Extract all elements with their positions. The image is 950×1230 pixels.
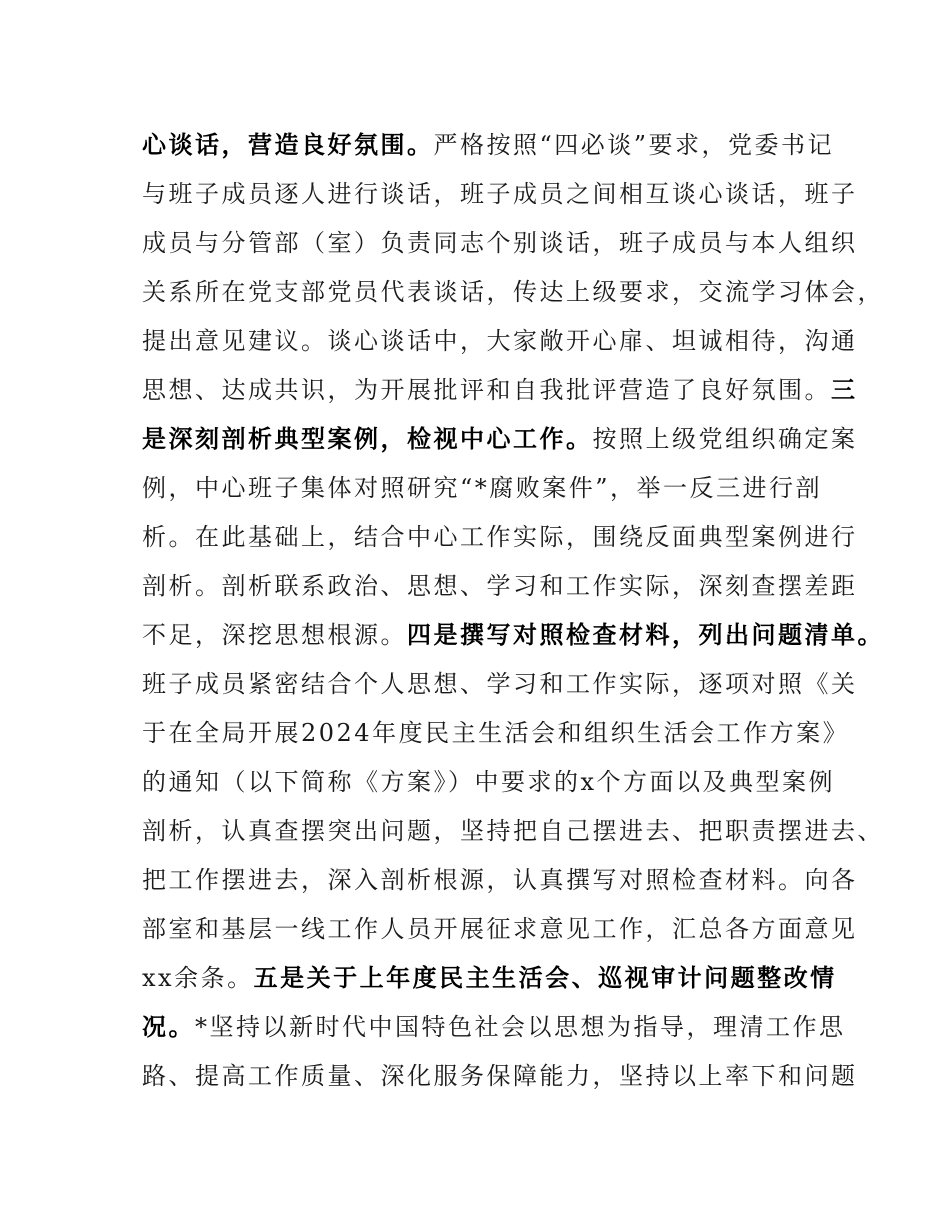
text-line [142, 713, 850, 762]
text-run: 不足，深挖思想根源。 [142, 621, 407, 649]
text-run: 部室和基层一线工作人员开展征求意见工作，汇总各方面意见 [142, 915, 858, 943]
text-line [142, 615, 884, 664]
text-run: 思想、达成共识，为开展批评和自我批评营造了良好氛围。 [142, 376, 831, 404]
bold-text: 心谈话，营造良好氛围。 [142, 131, 434, 159]
text-run: 严格按照“四必谈”要求，党委书记 [433, 131, 835, 159]
text-line [142, 762, 842, 811]
bold-text: 三 [831, 376, 858, 404]
text-run: *坚持以新时代中国特色社会以思想为指导，理清工作思 [195, 1013, 846, 1041]
text-line [142, 419, 858, 468]
text-line [142, 321, 858, 370]
text-run: 路、提高工作质量、深化服务保障能力，坚持以上率下和问题 [142, 1062, 858, 1090]
bold-text: 是深刻剖析典型案例，检视中心工作。 [142, 425, 593, 453]
text-run: 的通知（以下简称《方案》）中要求的x个方面以及典型案例 [142, 768, 836, 796]
text-line [142, 958, 842, 1007]
text-line [142, 223, 858, 272]
text-line [142, 664, 858, 713]
bold-text: 五是关于上年度民主生活会、巡视审计问题整改情 [253, 964, 837, 992]
text-line [142, 1056, 858, 1105]
text-run: 成员与分管部（室）负责同志个别谈话，班子成员与本人组织 [142, 229, 858, 257]
text-line [142, 125, 842, 174]
text-run: 析。在此基础上，结合中心工作实际，围绕反面典型案例进行 [142, 523, 858, 551]
text-run: 剖析，认真查摆突出问题，坚持把自己摆进去、把职责摆进去、 [142, 817, 884, 845]
text-line [142, 1007, 846, 1056]
text-run: 与班子成员逐人进行谈话，班子成员之间相互谈心谈话，班子 [142, 180, 858, 208]
text-run: xx余条。 [142, 964, 254, 992]
text-line [142, 860, 858, 909]
text-line [142, 811, 884, 860]
bold-text: 况。 [142, 1013, 195, 1041]
text-line [142, 517, 858, 566]
text-run: 剖析。剖析联系政治、思想、学习和工作实际，深刻查摆差距 [142, 572, 858, 600]
text-line [142, 566, 858, 615]
text-run: 按照上级党组织确定案 [592, 425, 858, 453]
text-line [142, 174, 858, 223]
body-text [142, 125, 884, 1105]
text-line [142, 272, 884, 321]
text-run: 例，中心班子集体对照研究“*腐败案件”，举一反三进行剖 [142, 474, 823, 502]
text-run: 把工作摆进去，深入剖析根源，认真撰写对照检查材料。向各 [142, 866, 858, 894]
text-run: 提出意见建议。谈心谈话中，大家敞开心扉、坦诚相待，沟通 [142, 327, 858, 355]
text-line [142, 468, 842, 517]
text-run: 班子成员紧密结合个人思想、学习和工作实际，逐项对照《关 [142, 670, 858, 698]
text-line [142, 909, 858, 958]
bold-text: 四是撰写对照检查材料，列出问题清单。 [407, 621, 884, 649]
text-run: 关系所在党支部党员代表谈话，传达上级要求，交流学习体会， [142, 278, 884, 306]
text-run: 于在全局开展2024年度民主生活会和组织生活会工作方案》 [142, 719, 850, 747]
text-line [142, 370, 858, 419]
